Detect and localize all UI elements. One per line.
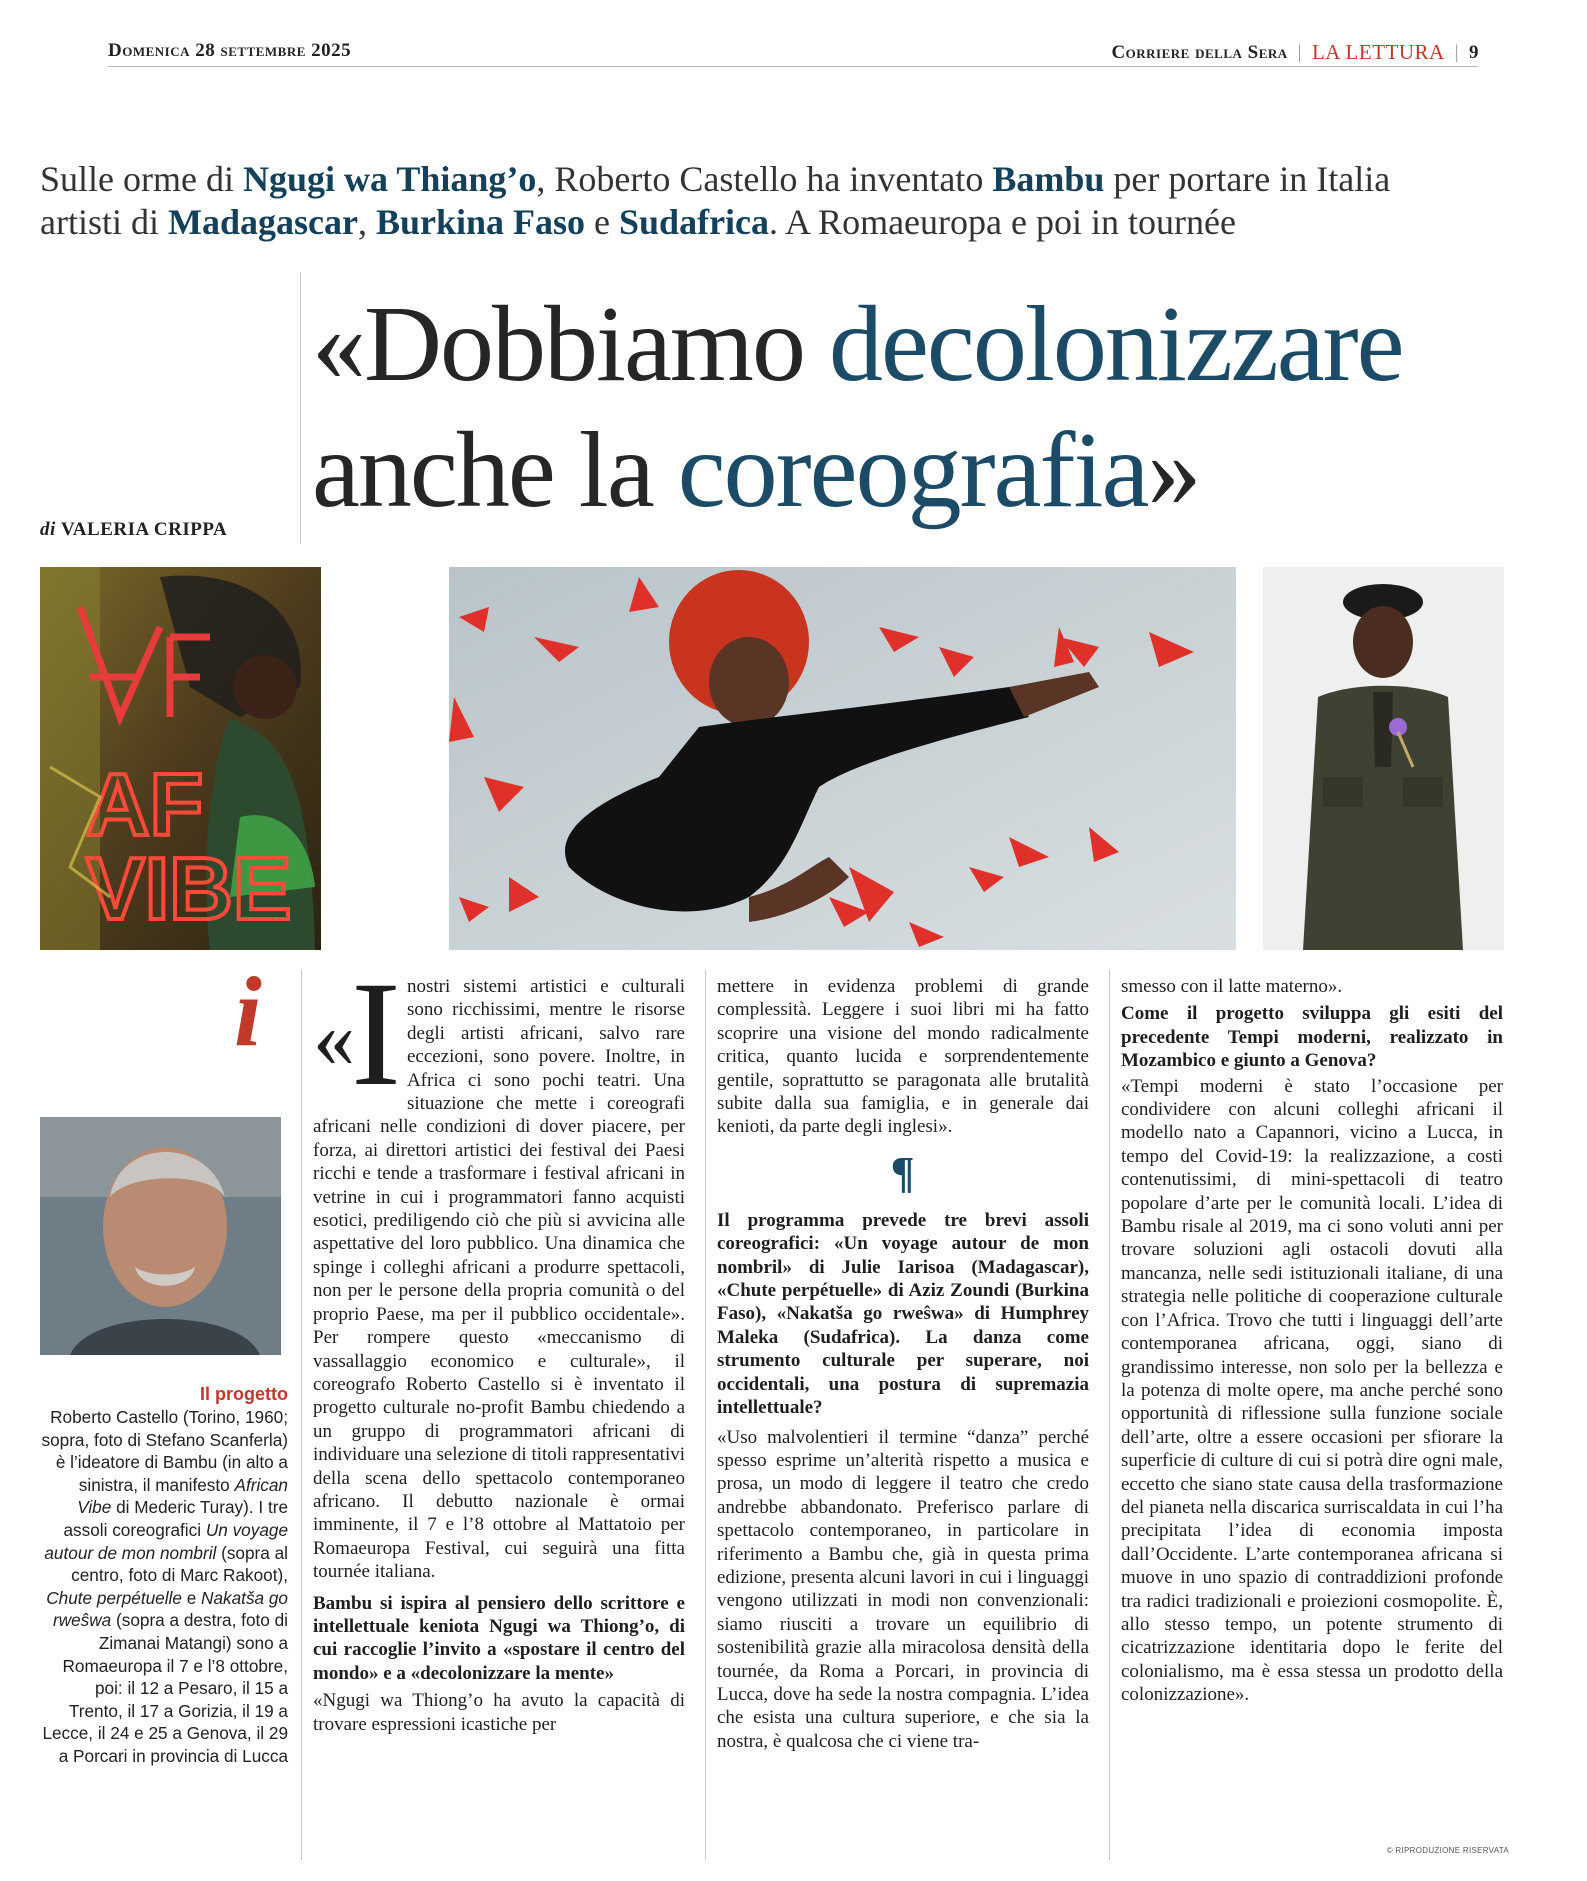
body-paragraph: «Uso malvolentieri il termine “danza” perché spesso esprime un’alterità rispetto a musica e prosa, un modo di leggere il teatro che credo andrebbe abbandonato. Preferisco parlare di spettacolo contemporaneo, in particolare in riferimento a Bambu che, già in questa prima edizione, presenta alcuni lavori in cui i linguaggi vengono utilizzati in modi non convenzionali: siamo riusciti a trovare un equilibrio di sostenibilità grazie alla miracolosa densità della tournée, da Roma a Porcari, in provincia di Lucca, dove ha sede la nostra compagnia. L’idea che esista una cultura superiore, e che sia la nostra, è qualcosa che ci viene tra-: [717, 1426, 1089, 1752]
body-paragraph: «Tempi moderni è stato l’occasione per condividere con alcuni colleghi africani il modello nato a Capannori, vicino a Lucca, in tempo del Covid-19: la realizzazione, a costi contenutissimi, di mini-spettacoli di teatro popolare d’arte per le comunità locali. L’idea di Bambu risale al 2019, ma ci sono voluti anni per trovare soluzioni agli ostacoli dovuti alla mancanza, nelle sedi istituzionali italiane, di una strategia nelle politiche di cooperazione culturale con l’Africa. Trovo che tutti i linguaggi dell’arte contemporanea africana, oggi, siano di grandissimo interesse, non solo per la bellezza e la potenza di molte opere, ma anche perché sono opportunità di riflessione sulla funzione sociale dell’arte, oltre a essere occasioni per sfiorare la superficie di culture di cui si potrà dire ogni male, eccetto che siano state causa della trasformazione del pianeta nella discarica surriscaldata in cui l’ha precipitata l’idea di economia imposta dall’Occidente. L’arte contemporanea africana si muove in uno spazio di contraddizioni profonde tra radici tradizionali e proiezioni cosmopolite. È, allo stesso tempo, un potente strumento di cicatrizzazione identitaria dopo le ferite del colonialismo, ma è essa stessa un prodotto della colonizzazione».: [1121, 1075, 1503, 1706]
info-title: Il progetto: [200, 1384, 288, 1404]
dancer-photo: [449, 567, 1236, 950]
kicker: Sulle orme di Ngugi wa Thiang’o, Roberto Castello ha inventato Bambu per portare in Italia artisti di Madagascar, Burkina Faso e Sudafrica. A Romaeuropa e poi in tournée: [40, 159, 1391, 242]
roberto-castello-portrait: [40, 1117, 281, 1355]
column-rule: [301, 970, 302, 1860]
body-paragraph: «Ngugi wa Thiong’o ha avuto la capacità di trovare espressioni icastiche per: [313, 1690, 685, 1735]
drop-cap: « I: [313, 951, 401, 1117]
copyright-notice: © RIPRODUZIONE RISERVATA: [1386, 1846, 1509, 1855]
interview-question: Bambu si ispira al pensiero dello scrittore e intellettuale keniota Ngugi wa Thiong’o, di cui raccoglie l’invito a «spostare il centro del mondo» e a «decolonizzare la mente»: [313, 1592, 685, 1684]
body-paragraph: nostri sistemi artistici e culturali sono ricchissimi, mentre le risorse degli artisti africani, salvo rare eccezioni, sono povere. Inoltre, in Africa ci sono pochi teatri. Una situazione che mette i coreografi africani nelle condizioni di dover piacere, per forza, ai direttori artistici dei festival dei Paesi ricchi e tende a trasformare i festival africani in vetrine in cui i programmatori fanno acquisti esotici, prediligendo ciò che più si avvicina alle aspettative del loro pubblico. Una dinamica che spinge i colleghi africani a produrre spettacoli, non per le persone della propria comunità o del proprio Paese, ma per il pubblico occidentale». Per rompere questo «meccanismo di vassallaggio economico e culturale», il coreografo Roberto Castello si è inventato il progetto culturale no-profit Bambu chiedendo a un gruppo di programmatori africani di individuare una selezione di titoli rappresentativi della scena dello spettacolo contemporaneo africano. Il debutto nazionale è ormai imminente, il 7 e l’8 ottobre al Mattatoio per Romaeuropa Festival, cui seguirà una fitta tournée italiana.: [313, 976, 685, 1583]
body-paragraph: mettere in evidenza problemi di grande complessità. Leggere i suoi libri mi ha fatto scoprire una visione del mondo radicalmente critica, quanto lucida e sorprendentemente gentile, soprattutto se paragonata alle brutalità subite dalla sua famiglia, e in generale dai kenioti, da parte degli inglesi».: [717, 976, 1089, 1138]
headline: «Dobbiamo decolonizzare anche la coreografia»: [312, 285, 1403, 530]
body-paragraph: smesso con il latte materno».: [1121, 976, 1343, 997]
column-rule: [1109, 970, 1110, 1860]
info-caption: Roberto Castello (Torino, 1960; sopra, foto di Stefano Scanferla) è l’ideatore di Bambu (in alto a sinistra, il manifesto African Vibe di Mederic Turay). I tre assoli coreografici Un voyage autour de mon nombril (sopra al centro, foto di Marc Rakoot), Chute perpétuelle e Nakatša go rweŝwa (sopra a destra, foto di Zimanai Matangi) sono a Romaeuropa il 7 e l’8 ottobre, poi: il 12 a Pesaro, il 15 a Trento, il 17 a Gorizia, il 19 a Lecce, il 24 e 25 a Genova, il 29 a Porcari in provincia di Lucca: [41, 1407, 288, 1766]
header-separator: |: [1297, 41, 1302, 63]
info-icon: i: [234, 956, 262, 1067]
header-rule: [108, 66, 1478, 67]
running-head: [1111, 40, 1479, 65]
headline-divider: [300, 272, 301, 544]
article-column-2: [717, 975, 1089, 1753]
interview-question: Come il progetto sviluppa gli esiti del precedente Tempi moderni, realizzato in Mozambico e giunto a Genova?: [1121, 1003, 1503, 1072]
header-separator-2: |: [1454, 41, 1459, 63]
interview-question: Il programma prevede tre brevi assoli coreografici: «Un voyage autour de mon nombril» di Julie Iarisoa (Madagascar), «Chute perpétuelle» di Aziz Zoundi (Burkina Faso), «Nakatša go rweŝwa» di Humphrey Maleka (Sudafrica). La danza come strumento culturale per superare, noi occidentali, una postura di supremazia intellettuale?: [717, 1209, 1089, 1419]
byline: di VALERIA CRIPPA: [40, 519, 228, 540]
poster-title-line2: VIBE: [86, 839, 292, 938]
publication-name: Corriere della Sera: [1111, 41, 1288, 63]
article-column-3: [1121, 975, 1503, 1707]
page-number: 9: [1469, 41, 1479, 63]
pilcrow-icon: ¶: [892, 1147, 914, 1197]
african-vibe-poster-image: [40, 567, 321, 950]
column-rule: [705, 970, 706, 1860]
poster-title-line1: AF: [86, 755, 204, 854]
issue-date: Domenica 28 settembre 2025: [108, 40, 352, 61]
section-name: LA LETTURA: [1311, 40, 1445, 64]
performer-photo: [1263, 567, 1504, 950]
article-column-1: [313, 951, 685, 1736]
